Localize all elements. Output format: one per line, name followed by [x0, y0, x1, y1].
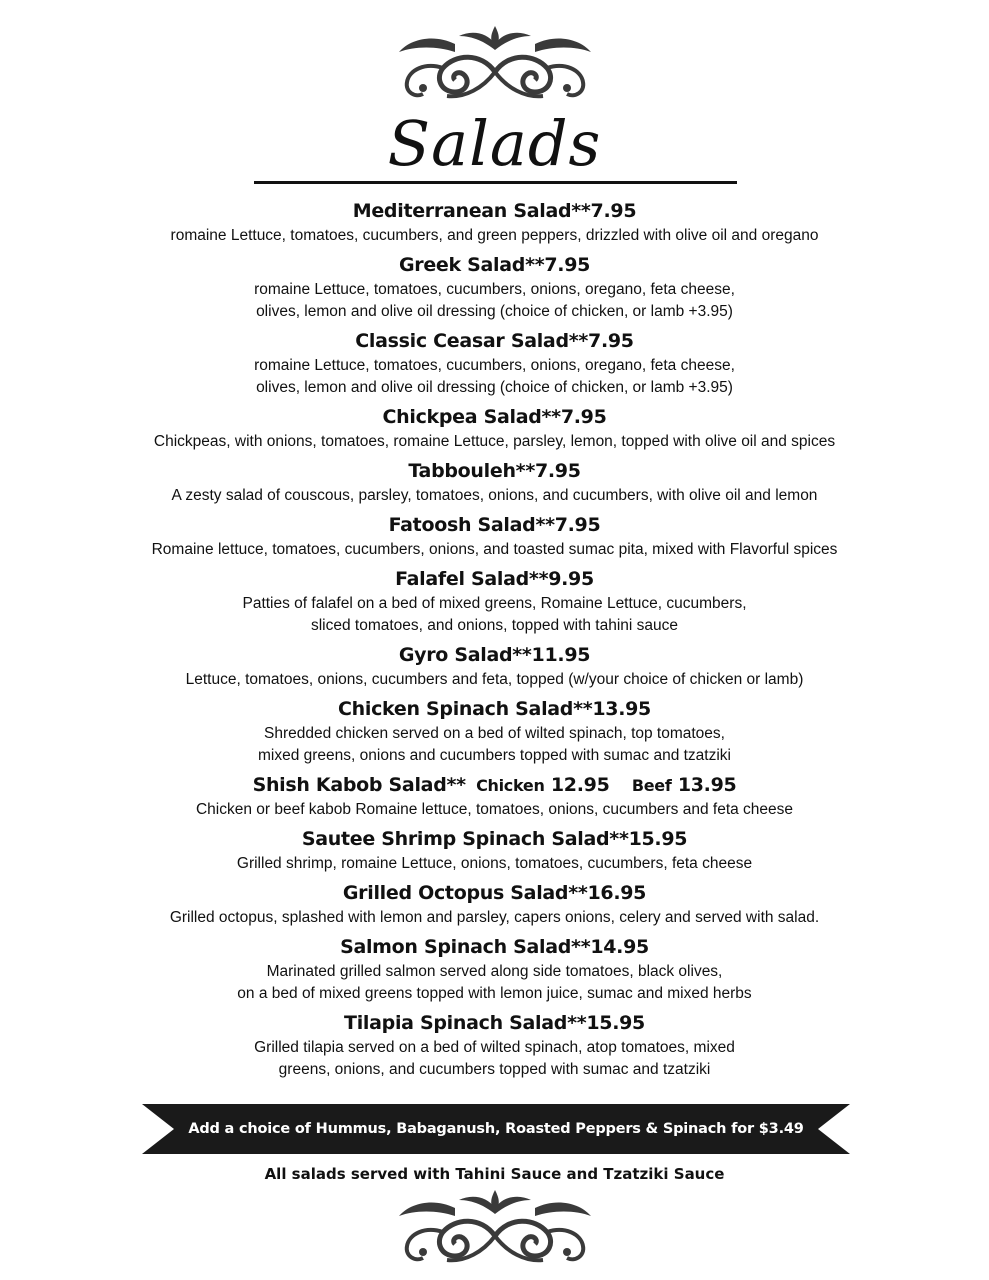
item-name: Grilled Octopus Salad**16.95	[342, 882, 647, 904]
item-description-line: Grilled shrimp, romaine Lettuce, onions, tomatoes, cucumbers, feta cheese	[236, 855, 753, 872]
item-description	[0, 799, 989, 821]
menu-item	[0, 566, 989, 637]
item-description	[0, 907, 989, 929]
item-name: Fatoosh Salad**7.95	[388, 514, 601, 536]
item-name-text: Shish Kabob Salad**	[252, 774, 466, 796]
item-description-line: romaine Lettuce, tomatoes, cucumbers, onions, oregano, feta cheese,	[254, 357, 735, 374]
item-name: Mediterranean Salad**7.95	[352, 200, 637, 222]
item-description-line: mixed greens, onions and cucumbers topped with sumac and tzatziki	[258, 747, 731, 764]
option-label: Chicken	[476, 776, 545, 795]
item-description-line: Chickpeas, with onions, tomatoes, romaine Lettuce, parsley, lemon, topped with olive oil and spices	[153, 433, 836, 450]
flourish-ornament-icon	[395, 22, 595, 106]
item-description-line: Romaine lettuce, tomatoes, cucumbers, onions, and toasted sumac pita, mixed with Flavorful spices	[151, 541, 838, 558]
menu-item-list	[0, 198, 989, 1086]
item-description	[0, 593, 989, 637]
menu-item	[0, 252, 989, 323]
item-description-line: olives, lemon and olive oil dressing (choice of chicken, or lamb +3.95)	[256, 379, 733, 396]
menu-item	[0, 826, 989, 875]
option-price: 13.95	[677, 774, 737, 796]
top-ornament	[0, 22, 989, 106]
item-name: Chickpea Salad**7.95	[382, 406, 607, 428]
item-description-line: greens, onions, and cucumbers topped with sumac and tzatziki	[278, 1061, 711, 1078]
title-divider	[254, 181, 737, 184]
item-description-line: Grilled octopus, splashed with lemon and parsley, capers onions, celery and served with salad.	[169, 909, 820, 926]
item-name: Falafel Salad**9.95	[395, 568, 594, 590]
item-description	[0, 853, 989, 875]
item-description	[0, 355, 989, 399]
item-description-line: Shredded chicken served on a bed of wilted spinach, top tomatoes,	[264, 725, 725, 742]
menu-item	[0, 404, 989, 453]
item-name: Tabbouleh**7.95	[408, 460, 581, 482]
item-name: Salmon Spinach Salad**14.95	[340, 936, 649, 958]
bottom-ornament	[0, 1186, 989, 1270]
option-label: Beef	[631, 776, 672, 795]
page-title: Salads	[387, 107, 602, 180]
item-description-line: Grilled tilapia served on a bed of wilted spinach, atop tomatoes, mixed	[254, 1039, 735, 1056]
item-description	[0, 225, 989, 247]
item-description-line: romaine Lettuce, tomatoes, cucumbers, onions, oregano, feta cheese,	[254, 281, 735, 298]
item-description-line: Chicken or beef kabob Romaine lettuce, tomatoes, onions, cucumbers and feta cheese	[195, 801, 794, 818]
menu-item	[0, 696, 989, 767]
menu-item	[0, 512, 989, 561]
item-description	[0, 723, 989, 767]
item-description-line: A zesty salad of couscous, parsley, tomatoes, onions, and cucumbers, with olive oil and lemon	[171, 487, 818, 504]
menu-item	[0, 642, 989, 691]
item-name: Classic Ceasar Salad**7.95	[355, 330, 634, 352]
menu-item	[0, 934, 989, 1005]
item-description-line: sliced tomatoes, and onions, topped with tahini sauce	[310, 617, 679, 634]
menu-item	[0, 1010, 989, 1081]
item-description	[0, 431, 989, 453]
item-description-line: Patties of falafel on a bed of mixed greens, Romaine Lettuce, cucumbers,	[242, 595, 747, 612]
addon-banner-text: Add a choice of Hummus, Babaganush, Roasted Peppers & Spinach for $3.49	[188, 1121, 804, 1137]
item-name	[0, 772, 989, 799]
item-name: Tilapia Spinach Salad**15.95	[344, 1012, 645, 1034]
item-description	[0, 485, 989, 507]
item-name: Gyro Salad**11.95	[398, 644, 591, 666]
item-description	[0, 669, 989, 691]
item-description	[0, 539, 989, 561]
menu-item	[0, 880, 989, 929]
price-option-beef	[632, 774, 737, 796]
menu-item	[0, 772, 989, 821]
item-description	[0, 279, 989, 323]
addon-banner	[142, 1102, 850, 1156]
footer-note: All salads served with Tahini Sauce and Tzatziki Sauce	[264, 1165, 725, 1183]
menu-item	[0, 198, 989, 247]
item-name: Chicken Spinach Salad**13.95	[338, 698, 651, 720]
item-description	[0, 961, 989, 1005]
item-description-line: romaine Lettuce, tomatoes, cucumbers, and green peppers, drizzled with olive oil and oregano	[170, 227, 819, 244]
item-description-line: on a bed of mixed greens topped with lemon juice, sumac and mixed herbs	[237, 985, 752, 1002]
menu-item	[0, 458, 989, 507]
item-description-line: Marinated grilled salmon served along side tomatoes, black olives,	[266, 963, 723, 980]
option-price: 12.95	[550, 774, 610, 796]
flourish-ornament-icon	[395, 1186, 595, 1270]
item-name: Greek Salad**7.95	[398, 254, 591, 276]
price-option-chicken	[476, 774, 609, 796]
item-description-line: olives, lemon and olive oil dressing (choice of chicken, or lamb +3.95)	[256, 303, 733, 320]
item-description	[0, 1037, 989, 1081]
menu-item	[0, 328, 989, 399]
item-description-line: Lettuce, tomatoes, onions, cucumbers and feta, topped (w/your choice of chicken or lamb)	[185, 671, 804, 688]
item-name: Sautee Shrimp Spinach Salad**15.95	[301, 828, 688, 850]
